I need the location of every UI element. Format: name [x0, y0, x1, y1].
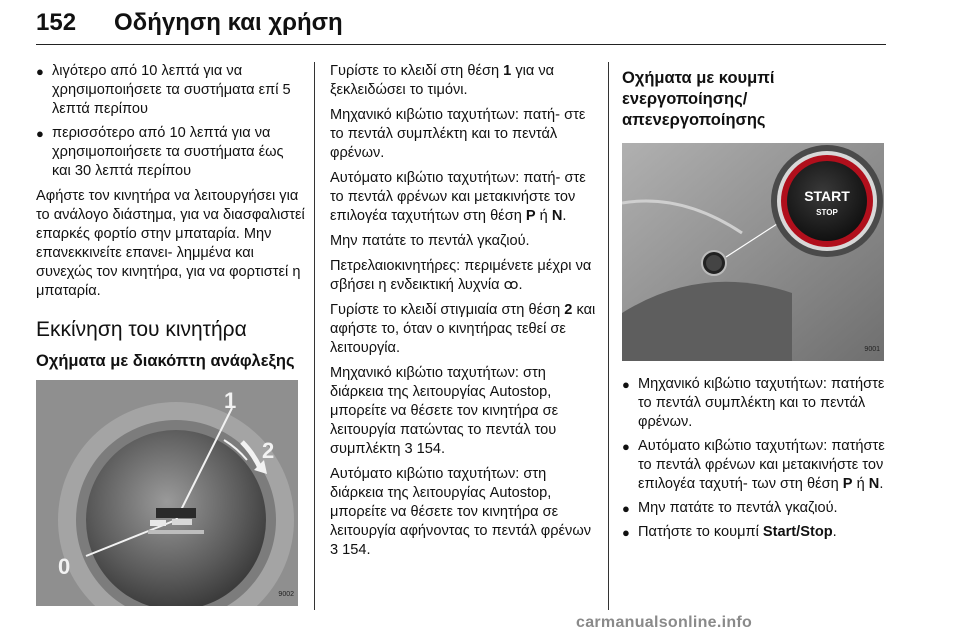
start-stop-drawing: [622, 143, 884, 361]
column-right: [622, 62, 890, 548]
page-reference-link[interactable]: 3 154: [330, 542, 367, 558]
list-item: ● Πατήστε το κουμπί Start/Stop.: [622, 523, 890, 542]
figure-code: 9001: [864, 346, 880, 353]
start-label: START: [804, 188, 850, 204]
body-paragraph: Μηχανικό κιβώτιο ταχυτήτων: πατή- στε το πεντάλ συμπλέκτη και το πεντάλ φρένων.: [330, 107, 586, 161]
watermark: carmanualsonline.info: [576, 614, 753, 631]
list-item: ● Μην πατάτε το πεντάλ γκαζιού.: [622, 499, 890, 518]
column-divider-1: [314, 62, 315, 610]
subsection-heading: Οχήματα με διακόπτη ανάφλεξης: [36, 352, 295, 370]
list-item: ● λιγότερο από 10 λεπτά για να χρησιμοποιήσετε τα συστήματα επί 5 λεπτά περίπου: [36, 62, 306, 119]
ignition-switch-figure: [36, 380, 298, 606]
bullet-list: [36, 62, 306, 181]
body-paragraph: Αφήστε τον κινητήρα να λειτουργήσει για το ανάλογο διάστημα, για να διασφαλιστεί επαρκές φορτίο στην μπαταρία. Μην επανεκκινείτε επανει- λημμένα και συνεχώς τον κινητήρα, για να φορτιστεί η μπαταρία.: [36, 188, 305, 299]
body-paragraph: Αυτόματο κιβώτιο ταχυτήτων: στη διάρκεια της λειτουργίας Autostop, μπορείτε να θέσετε τον κινητήρα σε λειτουργία αφήνοντας το πεντάλ φρένων 3 154.: [330, 466, 592, 558]
body-paragraph: Αυτόματο κιβώτιο ταχυτήτων: πατή- στε το πεντάλ φρένων και μετακινήστε τον επιλογέα ταχυτήτων στη θέση P ή N.: [330, 170, 586, 224]
ignition-switch-drawing: [36, 380, 298, 606]
list-item: ● Μηχανικό κιβώτιο ταχυτήτων: πατήστε το πεντάλ συμπλέκτη και το πεντάλ φρένων.: [622, 375, 890, 432]
start-stop-button-figure: [622, 143, 884, 361]
list-item: ● Αυτόματο κιβώτιο ταχυτήτων: πατήστε το πεντάλ φρένων και μετακινήστε τον επιλογέα ταχυτή- των στη θέση P ή N.: [622, 437, 890, 494]
chapter-title: Οδήγηση και χρήση: [114, 9, 343, 36]
position-label-0: 0: [58, 554, 71, 579]
column-divider-2: [608, 62, 609, 610]
bullet-list: [622, 375, 890, 542]
body-paragraph: Πετρελαιοκινητήρες: περιμένετε μέχρι να σβήσει η ενδεικτική λυχνία ꝏ.: [330, 258, 592, 293]
position-label-1: 1: [224, 388, 237, 413]
column-middle: [330, 62, 600, 566]
stop-label: STOP: [816, 208, 838, 217]
body-paragraph: Γυρίστε το κλειδί στη θέση 1 για να ξεκλειδώσει το τιμόνι.: [330, 63, 555, 98]
body-paragraph: Γυρίστε το κλειδί στιγμιαία στη θέση 2 και αφήστε το, όταν ο κινητήρας τεθεί σε λειτουργία.: [330, 302, 596, 356]
subsection-heading: Οχήματα με κουμπί ενεργοποίησης/ απενεργοποίησης: [622, 69, 775, 129]
position-label-2: 2: [262, 438, 275, 463]
glow-plug-icon: ꝏ: [503, 277, 519, 293]
figure-code: 9002: [278, 591, 294, 598]
page-reference-link[interactable]: 3 154: [404, 441, 442, 457]
body-paragraph: Μην πατάτε το πεντάλ γκαζιού.: [330, 233, 530, 249]
page-number: 152: [36, 9, 77, 36]
page-header: [36, 6, 886, 45]
section-heading: Εκκίνηση του κινητήρα: [36, 318, 247, 341]
body-paragraph: Μηχανικό κιβώτιο ταχυτήτων: στη διάρκεια της λειτουργίας Autostop, μπορείτε να θέσετε τον κινητήρα σε λειτουργία πατώντας το πεντάλ του συμπλέκτη 3 154.: [330, 365, 559, 457]
list-item: ● περισσότερο από 10 λεπτά για να χρησιμοποιήσετε τα συστήματα έως και 30 λεπτά περίπου: [36, 124, 306, 181]
column-left: [36, 62, 306, 606]
